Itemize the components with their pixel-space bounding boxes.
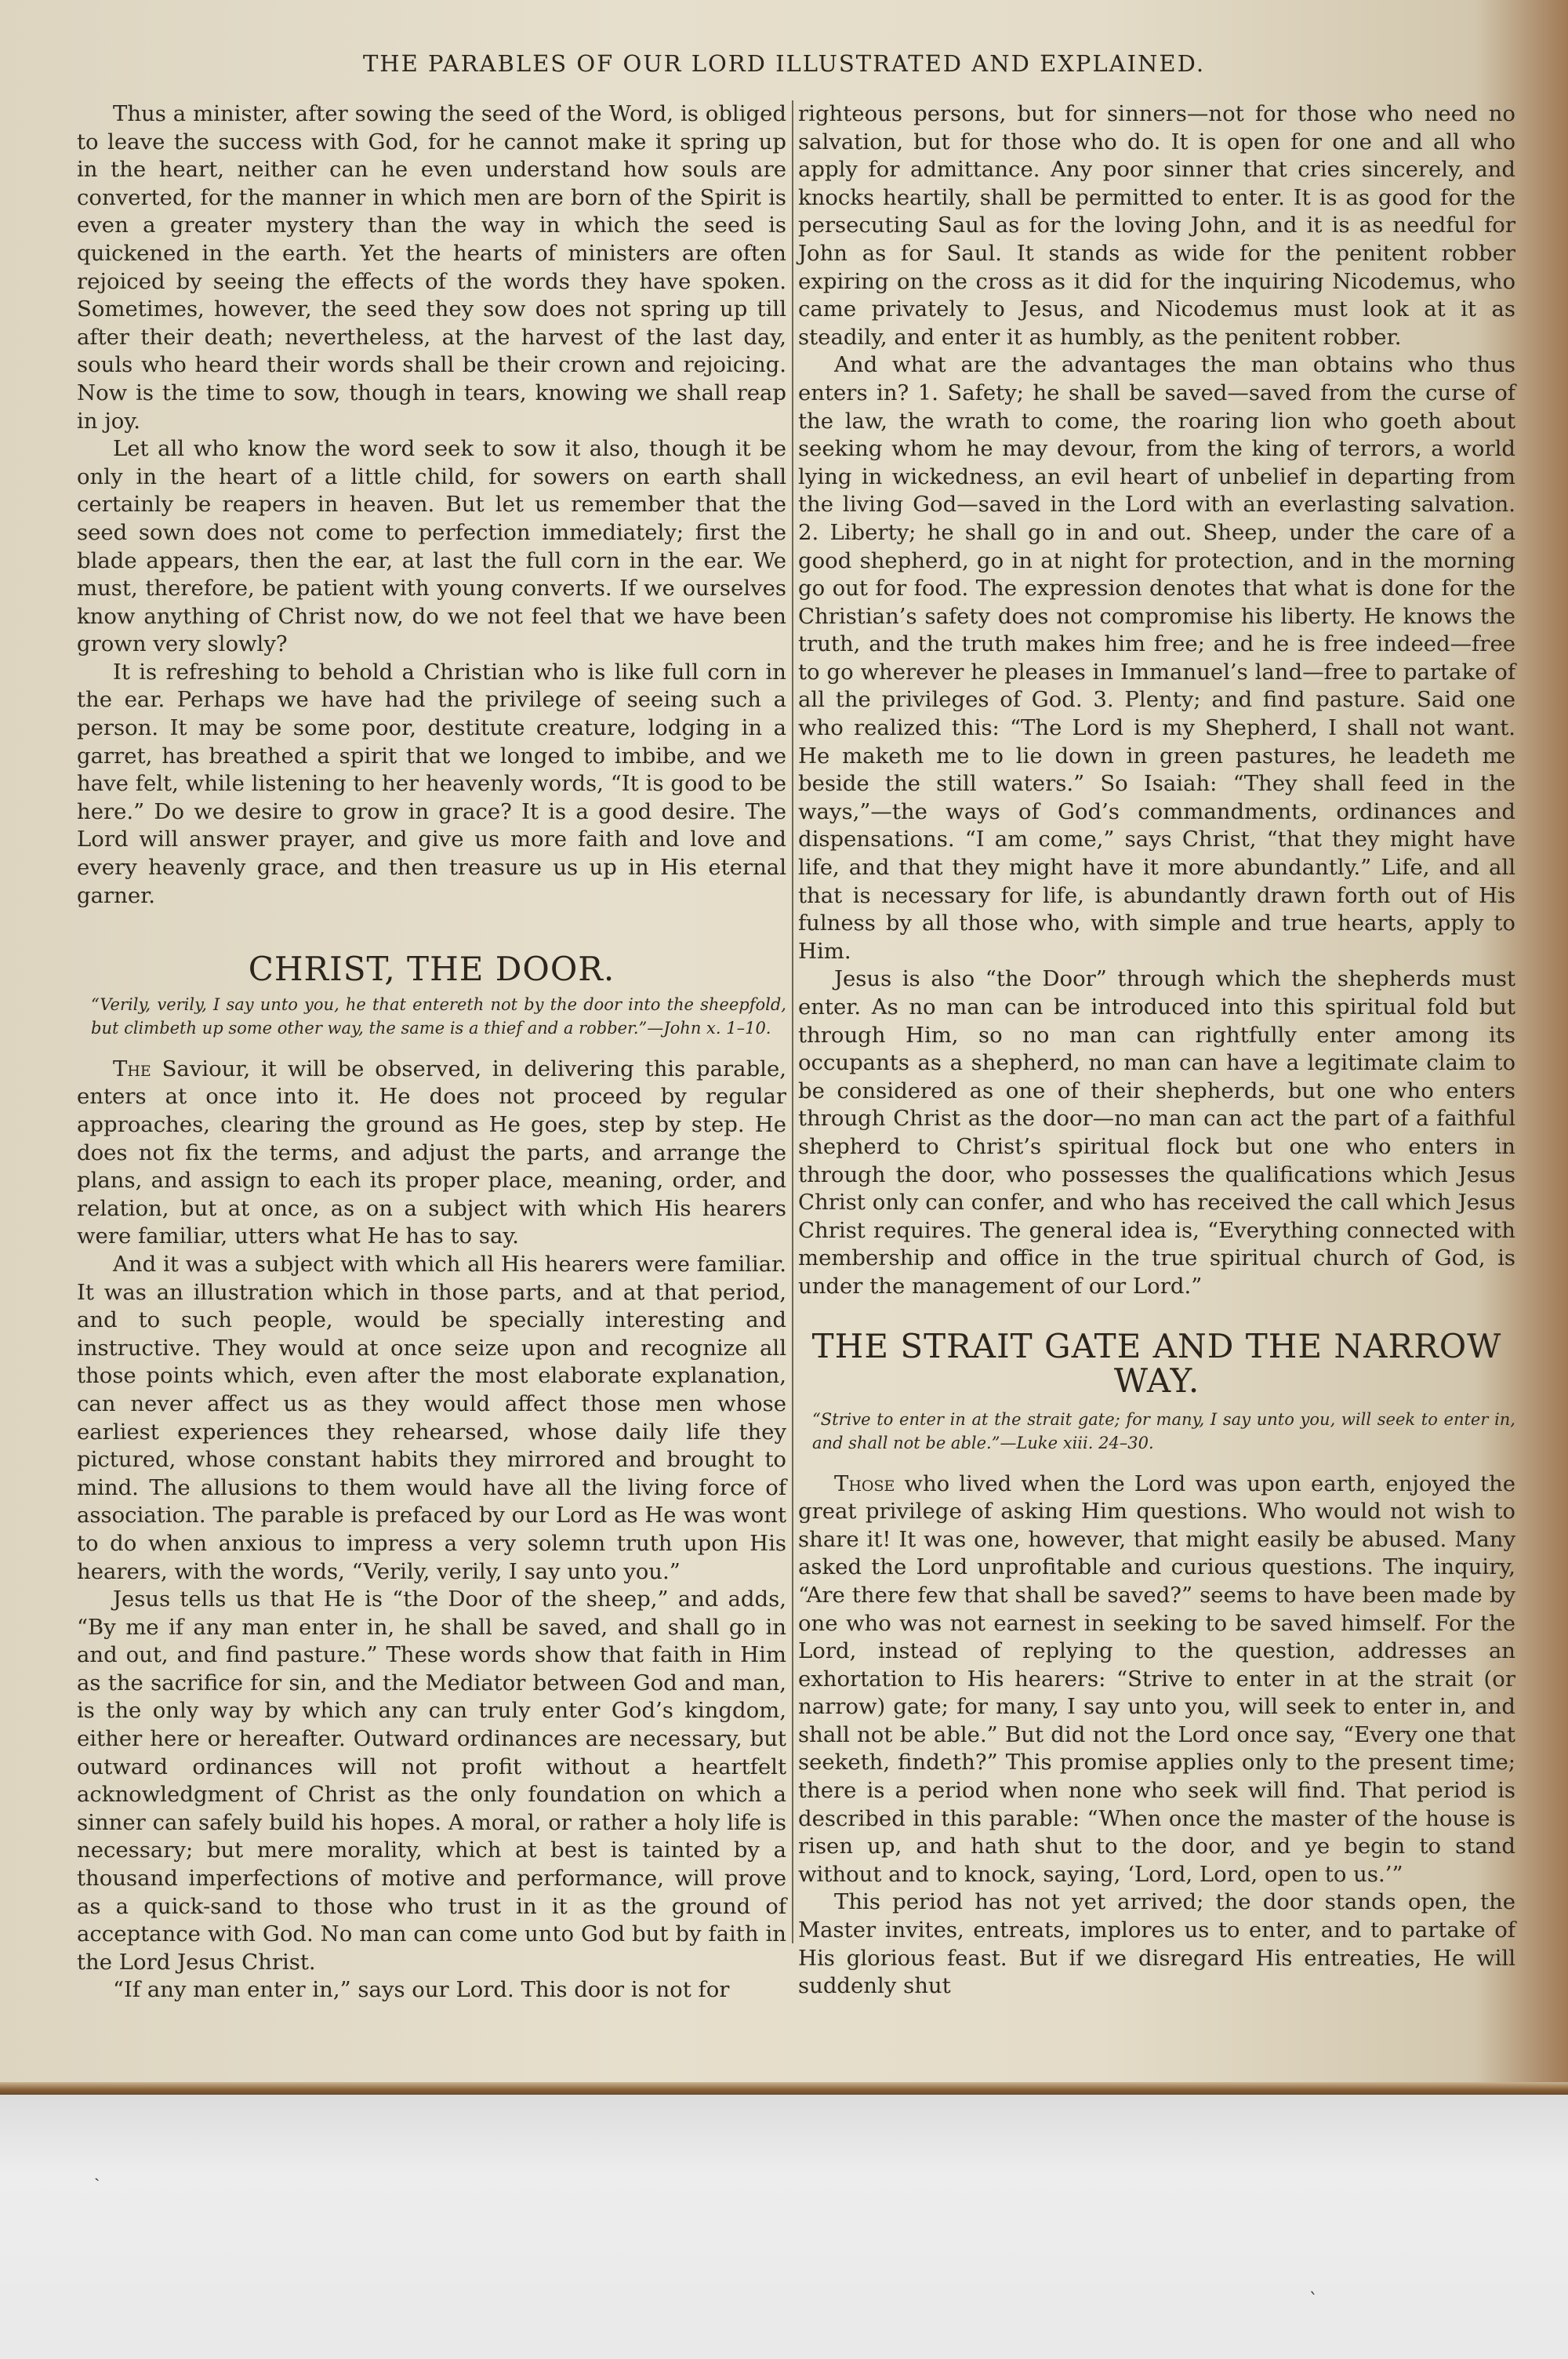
paragraph: righteous persons, but for sinners—not for those who need no salvation, but for those who do. It is open for one and all who apply for admittance. Any poor sinner that cries sincerely, and knocks heartily, shall be permitted to enter. It is as good for the persecuting Saul as for the loving John, and it is as needful for John as for Saul. It stands as wide for the penitent robber expiring on the cross as it did for the inquiring Nicodemus, who came privately to Jesus, and Nicodemus must look at it as steadily, and enter it as humbly, as the penitent robber. xyxy=(798,101,1515,350)
section-title: CHRIST, THE DOOR. xyxy=(248,950,615,989)
lead-word: Those xyxy=(834,1470,895,1496)
right-column xyxy=(798,100,1515,2001)
dust-speck: ˋ xyxy=(1309,2291,1318,2310)
left-column xyxy=(77,100,786,2005)
page-bottom-edge xyxy=(0,2082,1568,2095)
epigraph: “Strive to enter in at the strait gate; for many, I say unto you, will seek to enter in, and shall not be able.”—Luke xiii. 24–30. xyxy=(812,1409,1515,1452)
lead-word: The xyxy=(113,1056,151,1081)
paragraph-body: Saviour, it will be observed, in delivering this parable, enters at once into it. He does not proceed by regular approaches, clearing the ground as He goes, step by step. He does not fix the terms, and adjust the parts, and arrange the plans, and assign to each its proper place, meaning, order, and relation, but at once, as on a subject with which His hearers were familiar, utters what He has to say. xyxy=(77,1056,786,1249)
background-surface xyxy=(0,2095,1568,2359)
paragraph: And it was a subject with which all His hearers were familiar. It was an illustration which in those parts, and at that period, and to such people, would be specially interesting and instructive. They would at once seize upon and recognize all those points which, even after the most elaborate explanation, can never affect us as they would affect those men whose earliest experiences they rehearsed, whose daily life they pictured, whose constant habits they mirrored and brought to mind. The allusions to them would have all the living force of association. The parable is prefaced by our Lord as He was wont to do when anxious to impress a very solemn truth upon His hearers, with the words, “Verily, verily, I say unto you.” xyxy=(77,1251,786,1584)
dust-speck: ˏ xyxy=(94,2162,100,2182)
paragraph: Let all who know the word seek to sow it also, though it be only in the heart of a little child, for sowers on earth shall certainly be reapers in heaven. But let us remember that the seed sown does not come to perfection immediately; first the blade appears, then the ear, at last the full corn in the ear. We must, therefore, be patient with young converts. If we ourselves know anything of Christ now, do we not feel that we have been grown very slowly? xyxy=(77,436,786,657)
section-title: THE STRAIT GATE AND THE NARROW WAY. xyxy=(811,1326,1502,1400)
paragraph: Thus a minister, after sowing the seed of the Word, is obliged to leave the success with God, for he cannot make it spring up in the heart, neither can he even understand how souls are converted, for the manner in which men are born of the Spirit is even a greater mystery than the way in which the seed is quickened in the earth. Yet the hearts of ministers are often rejoiced by seeing the effects of the words they have spoken. Sometimes, however, the seed they sow does not spring up till after their death; nevertheless, at the harvest of the last day, souls who heard their words shall be their crown and rejoicing. Now is the time to sow, though in tears, knowing we shall reap in joy. xyxy=(77,101,786,434)
paragraph: Jesus tells us that He is “the Door of the sheep,” and adds, “By me if any man enter in, he shall be saved, and shall go in and out, and find pasture.” These words show that faith in Him as the sacrifice for sin, and the Mediator between God and man, is the only way by which any can truly enter God’s kingdom, either here or hereafter. Outward ordinances are necessary, but outward ordinances will not profit without a heartfelt acknowledgment of Christ as the only foundation on which a sinner can safely build his hopes. A moral, or rather a holy life is necessary; but mere morality, which at best is tainted by a thousand imperfections of motive and performance, will prove as a quick-sand to those who trust in it as the ground of acceptance with God. No man can come unto God but by faith in the Lord Jesus Christ. xyxy=(77,1587,786,1975)
column-divider xyxy=(792,100,793,1943)
paragraph xyxy=(798,1470,1515,1889)
paragraph: Jesus is also “the Door” through which the shepherds must enter. As no man can be introduced into this spiritual fold but through Him, so no man can rightfully enter among its occupants as a shepherd, no man can have a legitimate claim to be considered as one of their shepherds, but one who enters through Christ as the door—no man can act the part of a faithful shepherd to Christ’s spiritual flock but one who enters in through the door, who possesses the qualifications which Jesus Christ only can confer, and who has received the call which Jesus Christ requires. The general idea is, “Everything connected with membership and office in the true spiritual church of God, is under the management of our Lord.” xyxy=(798,966,1515,1299)
paragraph xyxy=(77,1056,786,1251)
paragraph: This period has not yet arrived; the door stands open, the Master invites, entreats, implores us to enter, and to partake of His glorious feast. But if we disregard His entreaties, He will suddenly shut xyxy=(798,1889,1515,1999)
paragraph: And what are the advantages the man obtains who thus enters in? 1. Safety; he shall be saved—saved from the curse of the law, the wrath to come, the roaring lion who goeth about seeking whom he may devour, from the king of terrors, a world lying in wickedness, an evil heart of unbelief in departing from the living God—saved in the Lord with an everlasting salvation. 2. Liberty; he shall go in and out. Sheep, under the care of a good shepherd, go in at night for protection, and in the morning go out for food. The expression denotes that what is done for the Christian’s safety does not compromise his liberty. He knows the truth, and the truth makes him free; and he is free indeed—free to go wherever he pleases in Immanuel’s land—free to partake of all the privileges of God. 3. Plenty; and find pasture. Said one who realized this: “The Lord is my Shepherd, I shall not want. He maketh me to lie down in green pastures, he leadeth me beside the still waters.” So Isaiah: “They shall feed in the ways,”—the ways of God’s commandments, ordinances and dispensations. “I am come,” says Christ, “that they might have life, and that they might have it more abundantly.” Life, and all that is necessary for life, is abundantly drawn forth out of His fulness by all those who, with simple and true hearts, apply to Him. xyxy=(798,352,1515,964)
epigraph: “Verily, verily, I say unto you, he that entereth not by the door into the sheepfold, but climbeth up some other way, the same is a thief and a robber.”—John x. 1–10. xyxy=(91,994,786,1038)
paragraph: It is refreshing to behold a Christian who is like full corn in the ear. Perhaps we have had the privilege of seeing such a person. It may be some poor, destitute creature, lodging in a garret, has breathed a spirit that we longed to imbibe, and we have felt, while listening to her heavenly words, “It is good to be here.” Do we desire to grow in grace? It is a good desire. The Lord will answer prayer, and give us more faith and love and every heavenly grace, and then treasure us up in His eternal garner. xyxy=(77,659,786,908)
paragraph: “If any man enter in,” says our Lord. This door is not for xyxy=(113,1977,730,2003)
paragraph-body: who lived when the Lord was upon earth, enjoyed the great privilege of asking Him questions. Who would not wish to share it! It was one, however, that might easily be abused. Many asked the Lord unprofitable and curious questions. The inquiry, “Are there few that shall be saved?” seems to have been made by one who was not earnest in seeking to be saved himself. For the Lord, instead of replying to the question, addresses an exhortation to His hearers: “Strive to enter in at the strait (or narrow) gate; for many, I say unto you, will seek to enter in, and shall not be able.” But did not the Lord once say, “Every one that seeketh, findeth?” This promise applies only to the present time; there is a period when none who seek will find. That period is described in this parable: “When once the master of the house is risen up, and hath shut to the door, and ye begin to stand without and to knock, saying, ‘Lord, Lord, open to us.’” xyxy=(798,1470,1515,1887)
running-header: THE PARABLES OF OUR LORD ILLUSTRATED AND EXPLAINED. xyxy=(362,50,1206,77)
